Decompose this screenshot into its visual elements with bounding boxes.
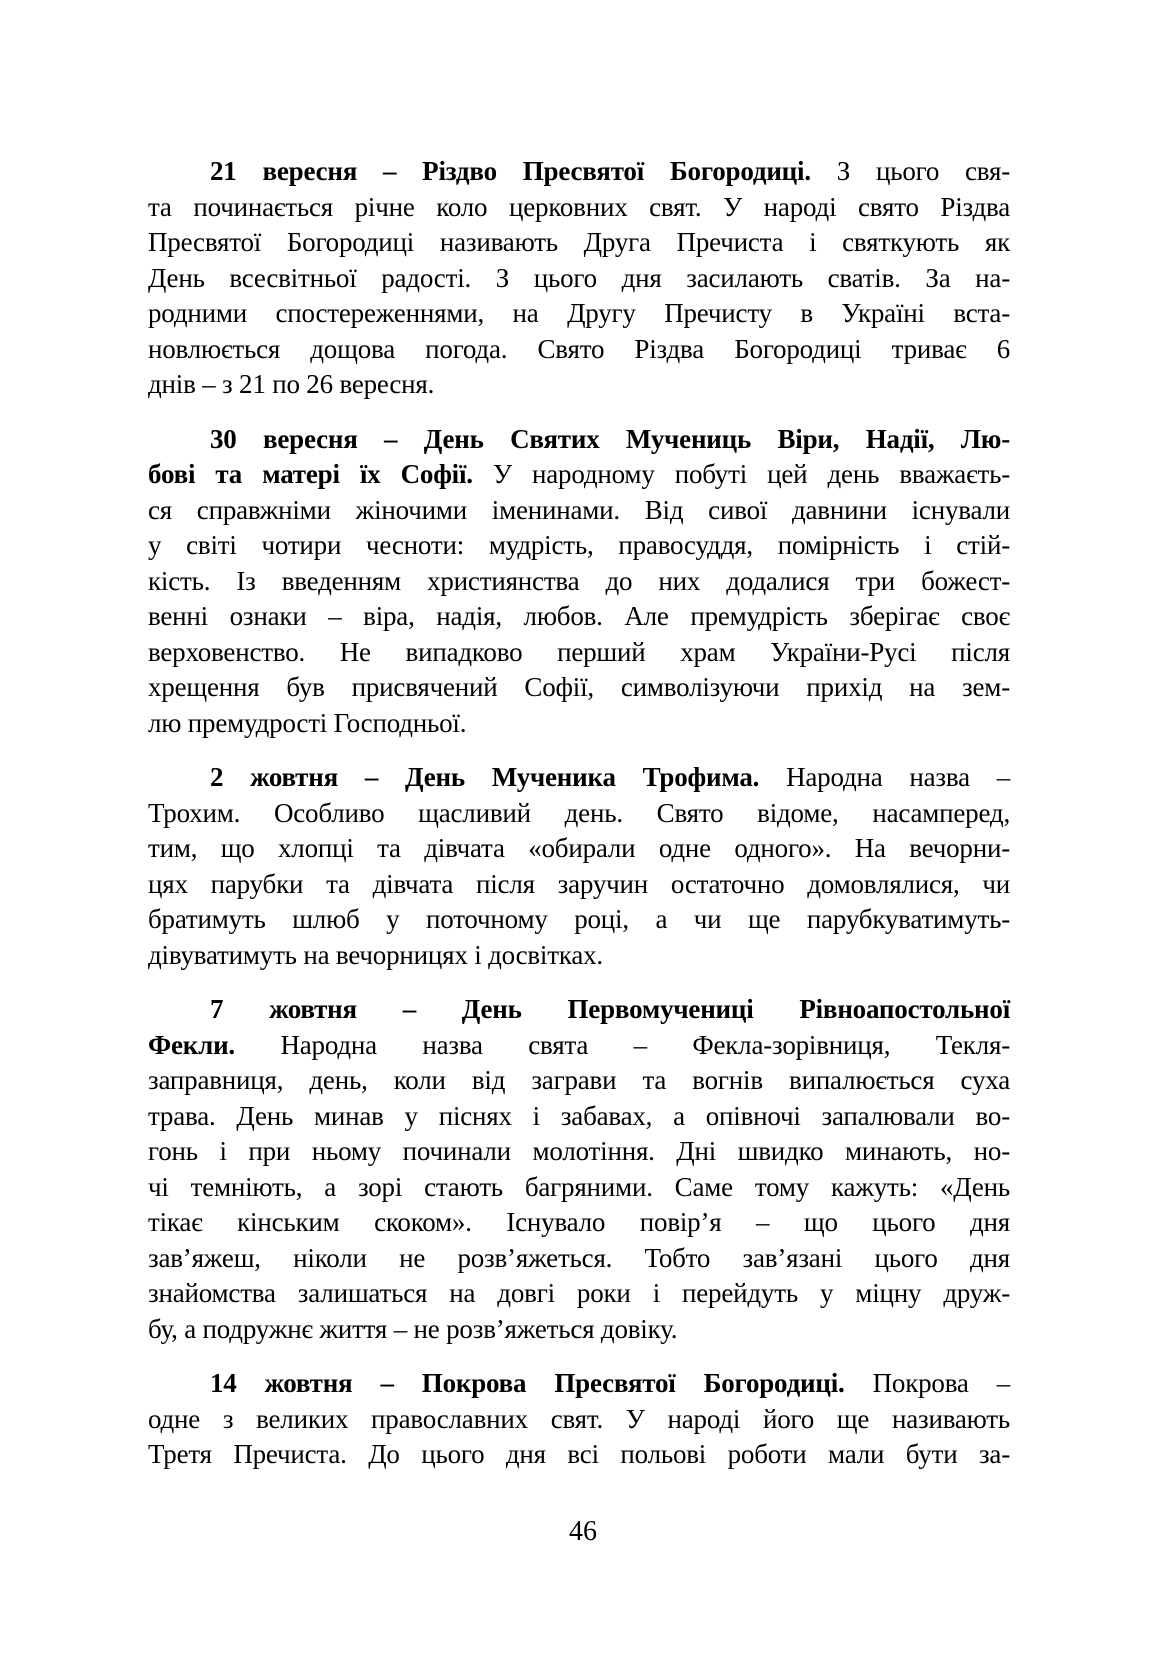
text-line	[148, 706, 1010, 742]
page-number: 46	[569, 1516, 597, 1547]
body-text: ся справжніми жіночими іменинами. Від сивої давнини існували	[148, 494, 1010, 525]
text-line	[148, 1366, 1010, 1402]
body-text: Пресвятої Богородиці називають Друга Пречиста і святкують як	[148, 227, 1010, 257]
text-line	[148, 225, 1010, 261]
text-line	[148, 1134, 1010, 1170]
text-line	[148, 493, 1010, 529]
text-line	[148, 670, 1010, 706]
body-text: лю премудрості Господньої.	[148, 707, 467, 738]
body-text: Трохим. Особливо щасливий день. Свято відоме, насамперед,	[148, 797, 1010, 828]
text-line	[148, 1170, 1010, 1206]
text-line	[148, 367, 1010, 403]
text-line	[148, 992, 1010, 1028]
text-line	[148, 599, 1010, 635]
body-text: дівуватимуть на вечорницях і досвітках.	[148, 939, 603, 970]
body-text: верховенство. Не випадково перший храм України-Русі після	[148, 636, 1010, 667]
bold-text: 21 вересня – Різдво Пресвятої Богородиці.	[210, 156, 811, 186]
text-line	[148, 261, 1010, 297]
text-line	[148, 296, 1010, 332]
body-text: родними спостереженнями, на Другу Пречисту в Україні вста-	[148, 298, 1010, 328]
text-line	[148, 1099, 1010, 1135]
text-line	[148, 564, 1010, 600]
text-line	[148, 528, 1010, 564]
body-text: Третя Пречиста. До цього дня всі польові роботи мали бути за-	[148, 1439, 1010, 1469]
body-text: Покрова –	[844, 1368, 1010, 1398]
bold-text: 14 жовтня – Покрова Пресвятої Богородиці.	[210, 1368, 845, 1398]
body-text: та починається річне коло церковних свят. У народі свято Різдва	[148, 191, 1010, 222]
text-line	[148, 938, 1010, 974]
body-text: тим, що хлопці та дівчата «обирали одне одного». На вечорни-	[148, 833, 1010, 863]
text-line	[148, 422, 1010, 458]
body-text: заправниця, день, коли від заграви та вогнів випалюється суха	[148, 1065, 1010, 1095]
body-text: У народному побуті цей день вважаєть-	[472, 459, 1010, 489]
text-line	[148, 1312, 1010, 1348]
text-line	[148, 1241, 1010, 1277]
body-text: венні ознаки – віра, надія, любов. Але премудрість зберігає своє	[148, 601, 1010, 631]
body-text: Народна назва –	[759, 762, 1011, 792]
body-text: День всесвітньої радості. З цього дня засилають сватів. За на-	[148, 262, 1010, 293]
body-text: цях парубки та дівчата після заручин остаточно домовлялися, чи	[148, 868, 1010, 899]
body-text: трава. День минав у піснях і забавах, а опівночі запалювали во-	[148, 1100, 1010, 1131]
body-text: тікає кінським скоком». Існувало повір’я – що цього дня	[148, 1207, 1010, 1237]
text-line	[148, 1028, 1010, 1064]
text-line	[148, 154, 1010, 190]
text-line	[148, 867, 1010, 903]
text-block	[148, 154, 1010, 1473]
body-text: кість. Із введенням християнства до них додалися три божест-	[148, 565, 1010, 596]
paragraph	[148, 1366, 1010, 1473]
body-text: бу, а подружнє життя – не розв’яжеться довіку.	[148, 1313, 678, 1344]
text-line	[148, 760, 1010, 796]
bold-text: 2 жовтня – День Мученика Трофима.	[210, 762, 760, 792]
paragraph	[148, 154, 1010, 403]
body-text: новлюється дощова погода. Свято Різдва Богородиці триває 6	[148, 333, 1010, 364]
body-text: днів – з 21 по 26 вересня.	[148, 369, 435, 399]
body-text: гонь і при ньому починали молотіння. Дні швидко минають, но-	[148, 1136, 1010, 1166]
text-line	[148, 902, 1010, 938]
text-line	[148, 190, 1010, 226]
bold-text: 7 жовтня – День Первомучениці Рівноапостольної	[210, 994, 1010, 1024]
text-line	[148, 1205, 1010, 1241]
paragraph	[148, 760, 1010, 973]
body-text: знайомства залишаться на довгі роки і перейдуть у міцну друж-	[148, 1278, 1010, 1308]
body-text: зав’яжеш, ніколи не розв’яжеться. Тобто зав’язані цього дня	[148, 1242, 1010, 1273]
body-text: одне з великих православних свят. У народі його ще називають	[148, 1403, 1010, 1434]
text-line	[148, 457, 1010, 493]
text-line	[148, 332, 1010, 368]
text-line	[148, 1276, 1010, 1312]
body-text: Народна назва свята – Фекла-зорівниця, Текля-	[235, 1029, 1010, 1060]
body-text: у світі чотири чесноти: мудрість, правосуддя, помірність і стій-	[148, 530, 1010, 560]
text-line	[148, 831, 1010, 867]
body-text: З цього свя-	[810, 156, 1010, 186]
text-line	[148, 796, 1010, 832]
bold-text: 30 вересня – День Святих Мучениць Віри, Надії, Лю-	[210, 423, 1010, 454]
text-line	[148, 1437, 1010, 1473]
body-text: братимуть шлюб у поточному році, а чи ще парубкуватимуть-	[148, 904, 1010, 934]
paragraph	[148, 992, 1010, 1347]
text-line	[148, 1063, 1010, 1099]
body-text: чі темніють, а зорі стають багряними. Саме тому кажуть: «День	[148, 1171, 1010, 1202]
paragraph	[148, 422, 1010, 742]
text-line	[148, 1402, 1010, 1438]
bold-text: бові та матері їх Софії.	[148, 459, 473, 489]
body-text: хрещення був присвячений Софії, символізуючи прихід на зем-	[148, 672, 1010, 702]
bold-text: Фекли.	[148, 1029, 235, 1060]
text-line	[148, 635, 1010, 671]
